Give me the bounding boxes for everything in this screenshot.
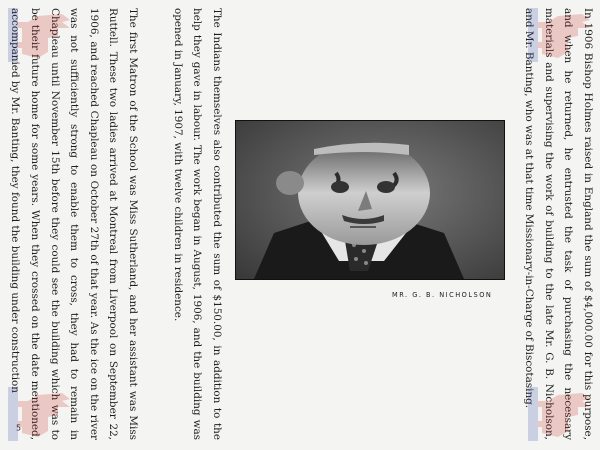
portrait-photo [235, 120, 505, 280]
paragraph-2: The Indians themselves also contributed the sum of $150.00, in addition to the help they gave in labour. The work began in August, 1906, and the building was opened in January, 1907, with twelve children in residence. [171, 8, 223, 440]
page-number: 5 [15, 423, 22, 433]
paragraph-1: In 1906 Bishop Holmes raised in England the sum of $4,000.00 for this purpose, and when he returned, he entrusted the task of purchasing the necessary materials and supervising the work of building to the late Mr. G. B. Nicholson, and Mr. Banting, who was at that time Missionary-in-Charge of Biscotasing. [523, 8, 594, 440]
portrait-image [236, 121, 504, 279]
photo-caption: MR. G. B. NICHOLSON [392, 291, 493, 299]
paragraph-3: The first Matron of the School was Miss Sutherland, and her assistant was Miss Ruttell. These two ladies arrived at Montreal from Liverpool on September 22, 1906, and reached Chapleau on October 27th of that year. As the ice on the river was not sufficiently strong to enable them to cross, they had to remain in Chapleau until November 15th before they could see the building which was to be their future home for some years. When they crossed on the date mentioned, accompanied by Mr. Banting, they found the building under construction [9, 8, 139, 440]
